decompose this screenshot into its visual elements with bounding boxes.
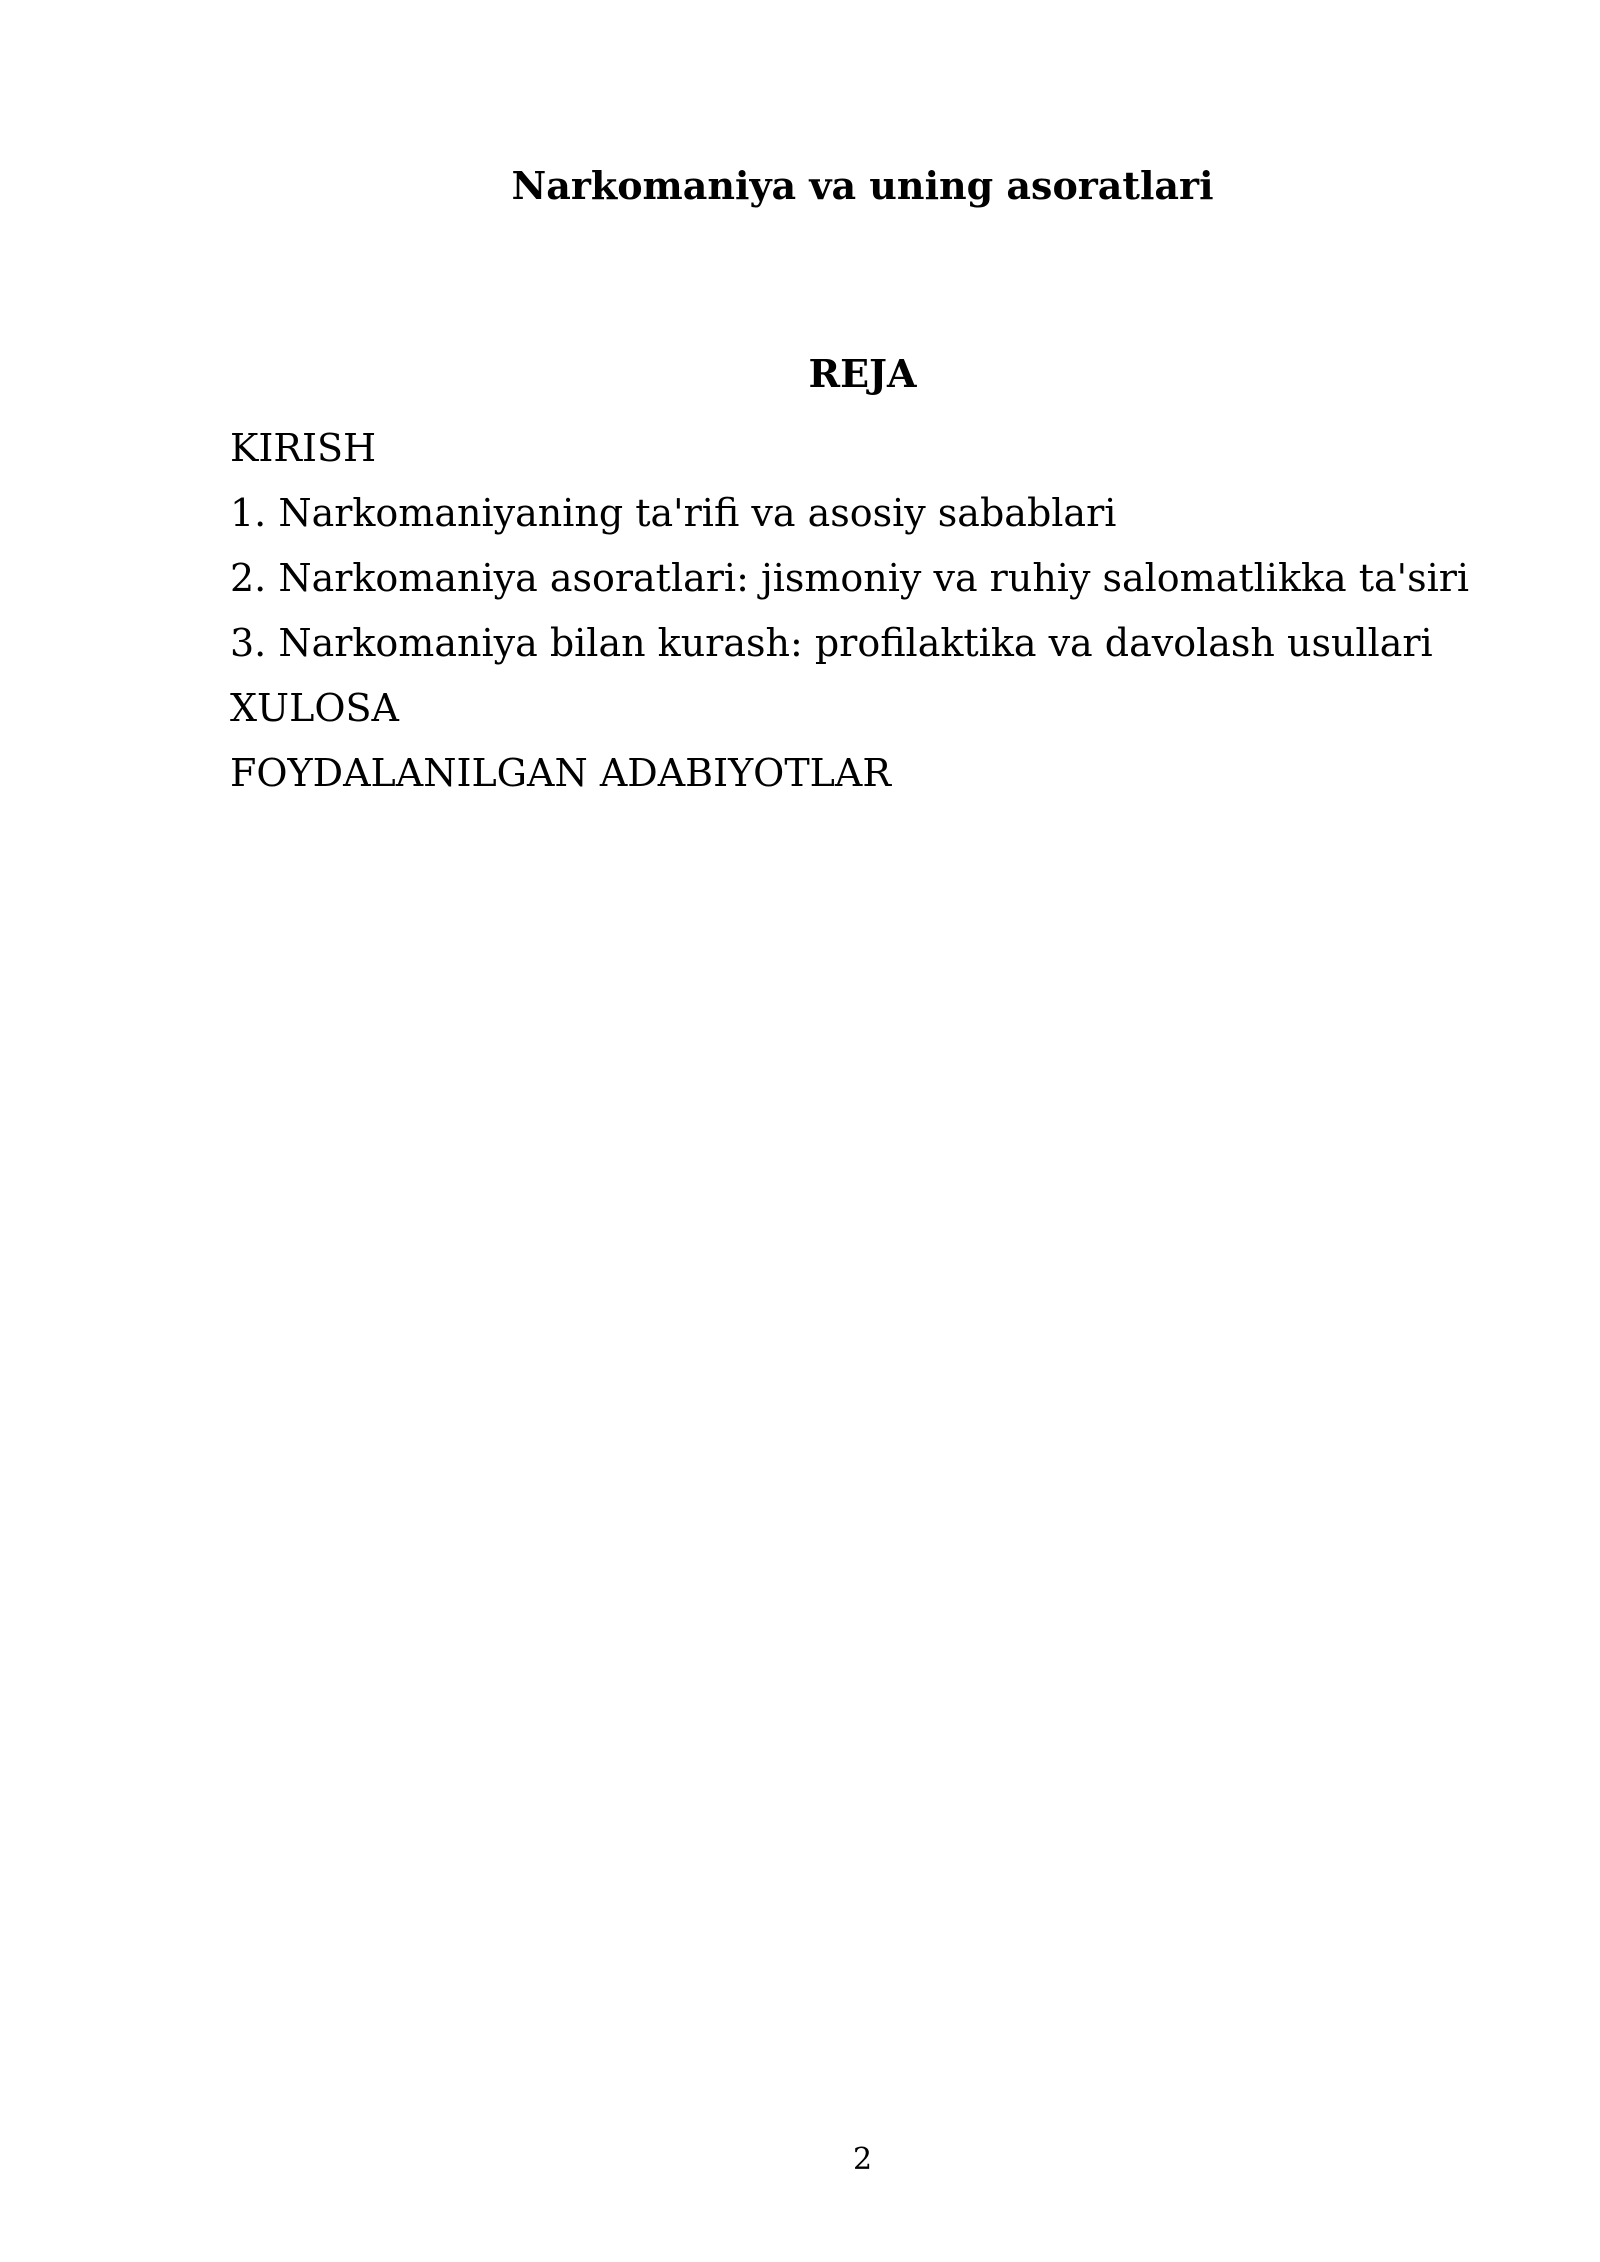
plan-item-section-2: 2. Narkomaniya asoratlari: jismoniy va ruhiy salomatlikka ta'siri <box>230 556 1470 600</box>
plan-heading: REJA <box>808 351 917 396</box>
plan-item-references: FOYDALANILGAN ADABIYOTLAR <box>230 751 891 795</box>
document-title: Narkomaniya va uning asoratlari <box>511 163 1214 208</box>
plan-item-section-1: 1. Narkomaniyaning ta'rifi va asosiy sabablari <box>230 491 1117 535</box>
plan-list <box>230 416 1469 806</box>
plan-item-section-3: 3. Narkomaniya bilan kurash: profilaktika va davolash usullari <box>230 621 1433 665</box>
plan-item-conclusion: XULOSA <box>230 686 399 730</box>
plan-item-introduction: KIRISH <box>230 426 377 470</box>
page-number: 2 <box>852 2142 873 2177</box>
